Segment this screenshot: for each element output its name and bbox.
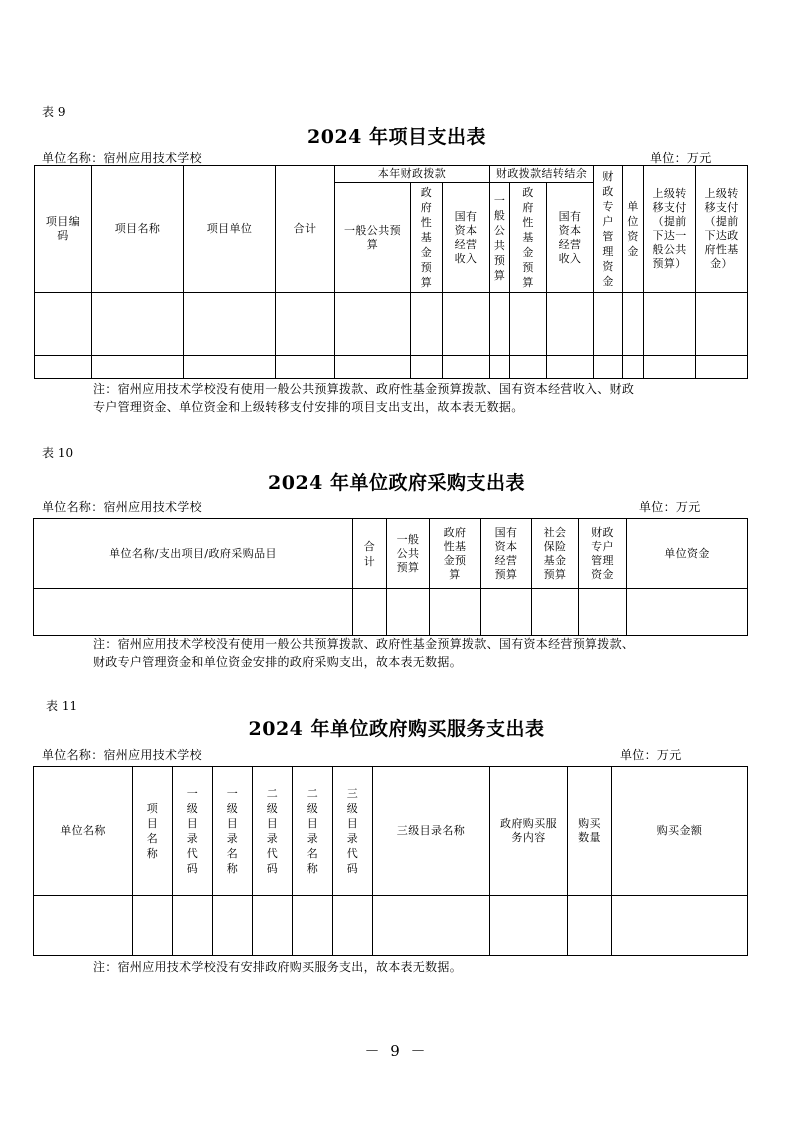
table10-title: 2024 年单位政府采购支出表 [268, 472, 525, 494]
table9-tag: 表 9 [42, 105, 66, 119]
header-upper-transfer-fund: 上级转移支付（提前下达政府性基金） [696, 166, 748, 293]
header-level2-code: 二级目录代码 [253, 767, 293, 896]
header-unit-fund: 单位资金 [623, 166, 644, 293]
government-service-purchase-table [33, 766, 748, 956]
table11-note: 注：宿州应用技术学校没有安排政府购买服务支出，故本表无数据。 [93, 960, 463, 974]
table11-tag: 表 11 [46, 699, 78, 713]
header-carry-fund-budget: 政府性基金预算 [510, 183, 547, 293]
header-state-capital-budget: 国有资本经营预算 [481, 519, 532, 589]
header-social-insurance-budget: 社会保险基金预算 [532, 519, 579, 589]
header-general-budget: 一般公共预算 [387, 519, 430, 589]
header-current-general-budget: 一般公共预算 [335, 183, 411, 293]
table10-unit: 单位：万元 [639, 500, 701, 514]
header-carry-state-capital: 国有资本经营收入 [547, 183, 594, 293]
table-row [35, 293, 748, 356]
header-fund-budget: 政府性基金预算 [430, 519, 481, 589]
header-financial-account-fund: 财政专户管理资金 [594, 166, 623, 293]
header-project-name: 项目名称 [92, 166, 184, 293]
project-expenditure-table [34, 165, 748, 379]
header-purchase-amount: 购买金额 [612, 767, 748, 896]
page-number: － 9 － [364, 1042, 429, 1060]
header-level1-name: 一级目录名称 [213, 767, 253, 896]
table11-unit-name: 单位名称：宿州应用技术学校 [42, 748, 202, 762]
table-row [35, 356, 748, 379]
header-level3-name: 三级目录名称 [373, 767, 490, 896]
header-project-code: 项目编码 [35, 166, 92, 293]
header-procurement-item: 单位名称/支出项目/政府采购品目 [34, 519, 353, 589]
header-carryover-allocation: 财政拨款结转结余 [490, 166, 594, 183]
header-upper-transfer-general: 上级转移支付（提前下达一般公共预算） [644, 166, 696, 293]
table9-note-line2: 专户管理资金、单位资金和上级转移支付安排的项目支出支出，故本表无数据。 [93, 400, 524, 414]
header-project-unit: 项目单位 [184, 166, 276, 293]
header-current-state-capital: 国有资本经营收入 [443, 183, 490, 293]
header-current-year-allocation: 本年财政拨款 [335, 166, 490, 183]
header-total: 合计 [276, 166, 335, 293]
header-level1-code: 一级目录代码 [173, 767, 213, 896]
header-unit-fund: 单位资金 [627, 519, 748, 589]
table-row [34, 896, 748, 956]
table11-title: 2024 年单位政府购买服务支出表 [248, 718, 545, 740]
table9-title: 2024 年项目支出表 [307, 126, 486, 148]
table10-tag: 表 10 [42, 446, 74, 460]
header-carry-general-budget: 一般公共预算 [490, 183, 510, 293]
table9-note-line1: 注：宿州应用技术学校没有使用一般公共预算拨款、政府性基金预算拨款、国有资本经营收入、财政 [93, 382, 635, 396]
header-project-name: 项目名称 [133, 767, 173, 896]
header-financial-account-fund: 财政专户管理资金 [579, 519, 627, 589]
table10-unit-name: 单位名称：宿州应用技术学校 [42, 500, 202, 514]
table10-note-line2: 财政专户管理资金和单位资金安排的政府采购支出，故本表无数据。 [93, 655, 463, 669]
header-current-fund-budget: 政府性基金预算 [411, 183, 443, 293]
table9-unit: 单位：万元 [650, 151, 712, 165]
header-unit-name: 单位名称 [34, 767, 133, 896]
table9-unit-name: 单位名称：宿州应用技术学校 [42, 151, 202, 165]
header-level2-name: 二级目录名称 [293, 767, 333, 896]
government-procurement-table [33, 518, 748, 636]
header-purchase-quantity: 购买数量 [568, 767, 612, 896]
header-level3-code: 三级目录代码 [333, 767, 373, 896]
table10-note-line1: 注：宿州应用技术学校没有使用一般公共预算拨款、政府性基金预算拨款、国有资本经营预算拨款、 [93, 637, 635, 651]
table11-unit: 单位：万元 [620, 748, 682, 762]
table-row [34, 589, 748, 636]
header-service-content: 政府购买服务内容 [490, 767, 568, 896]
header-total: 合计 [353, 519, 387, 589]
